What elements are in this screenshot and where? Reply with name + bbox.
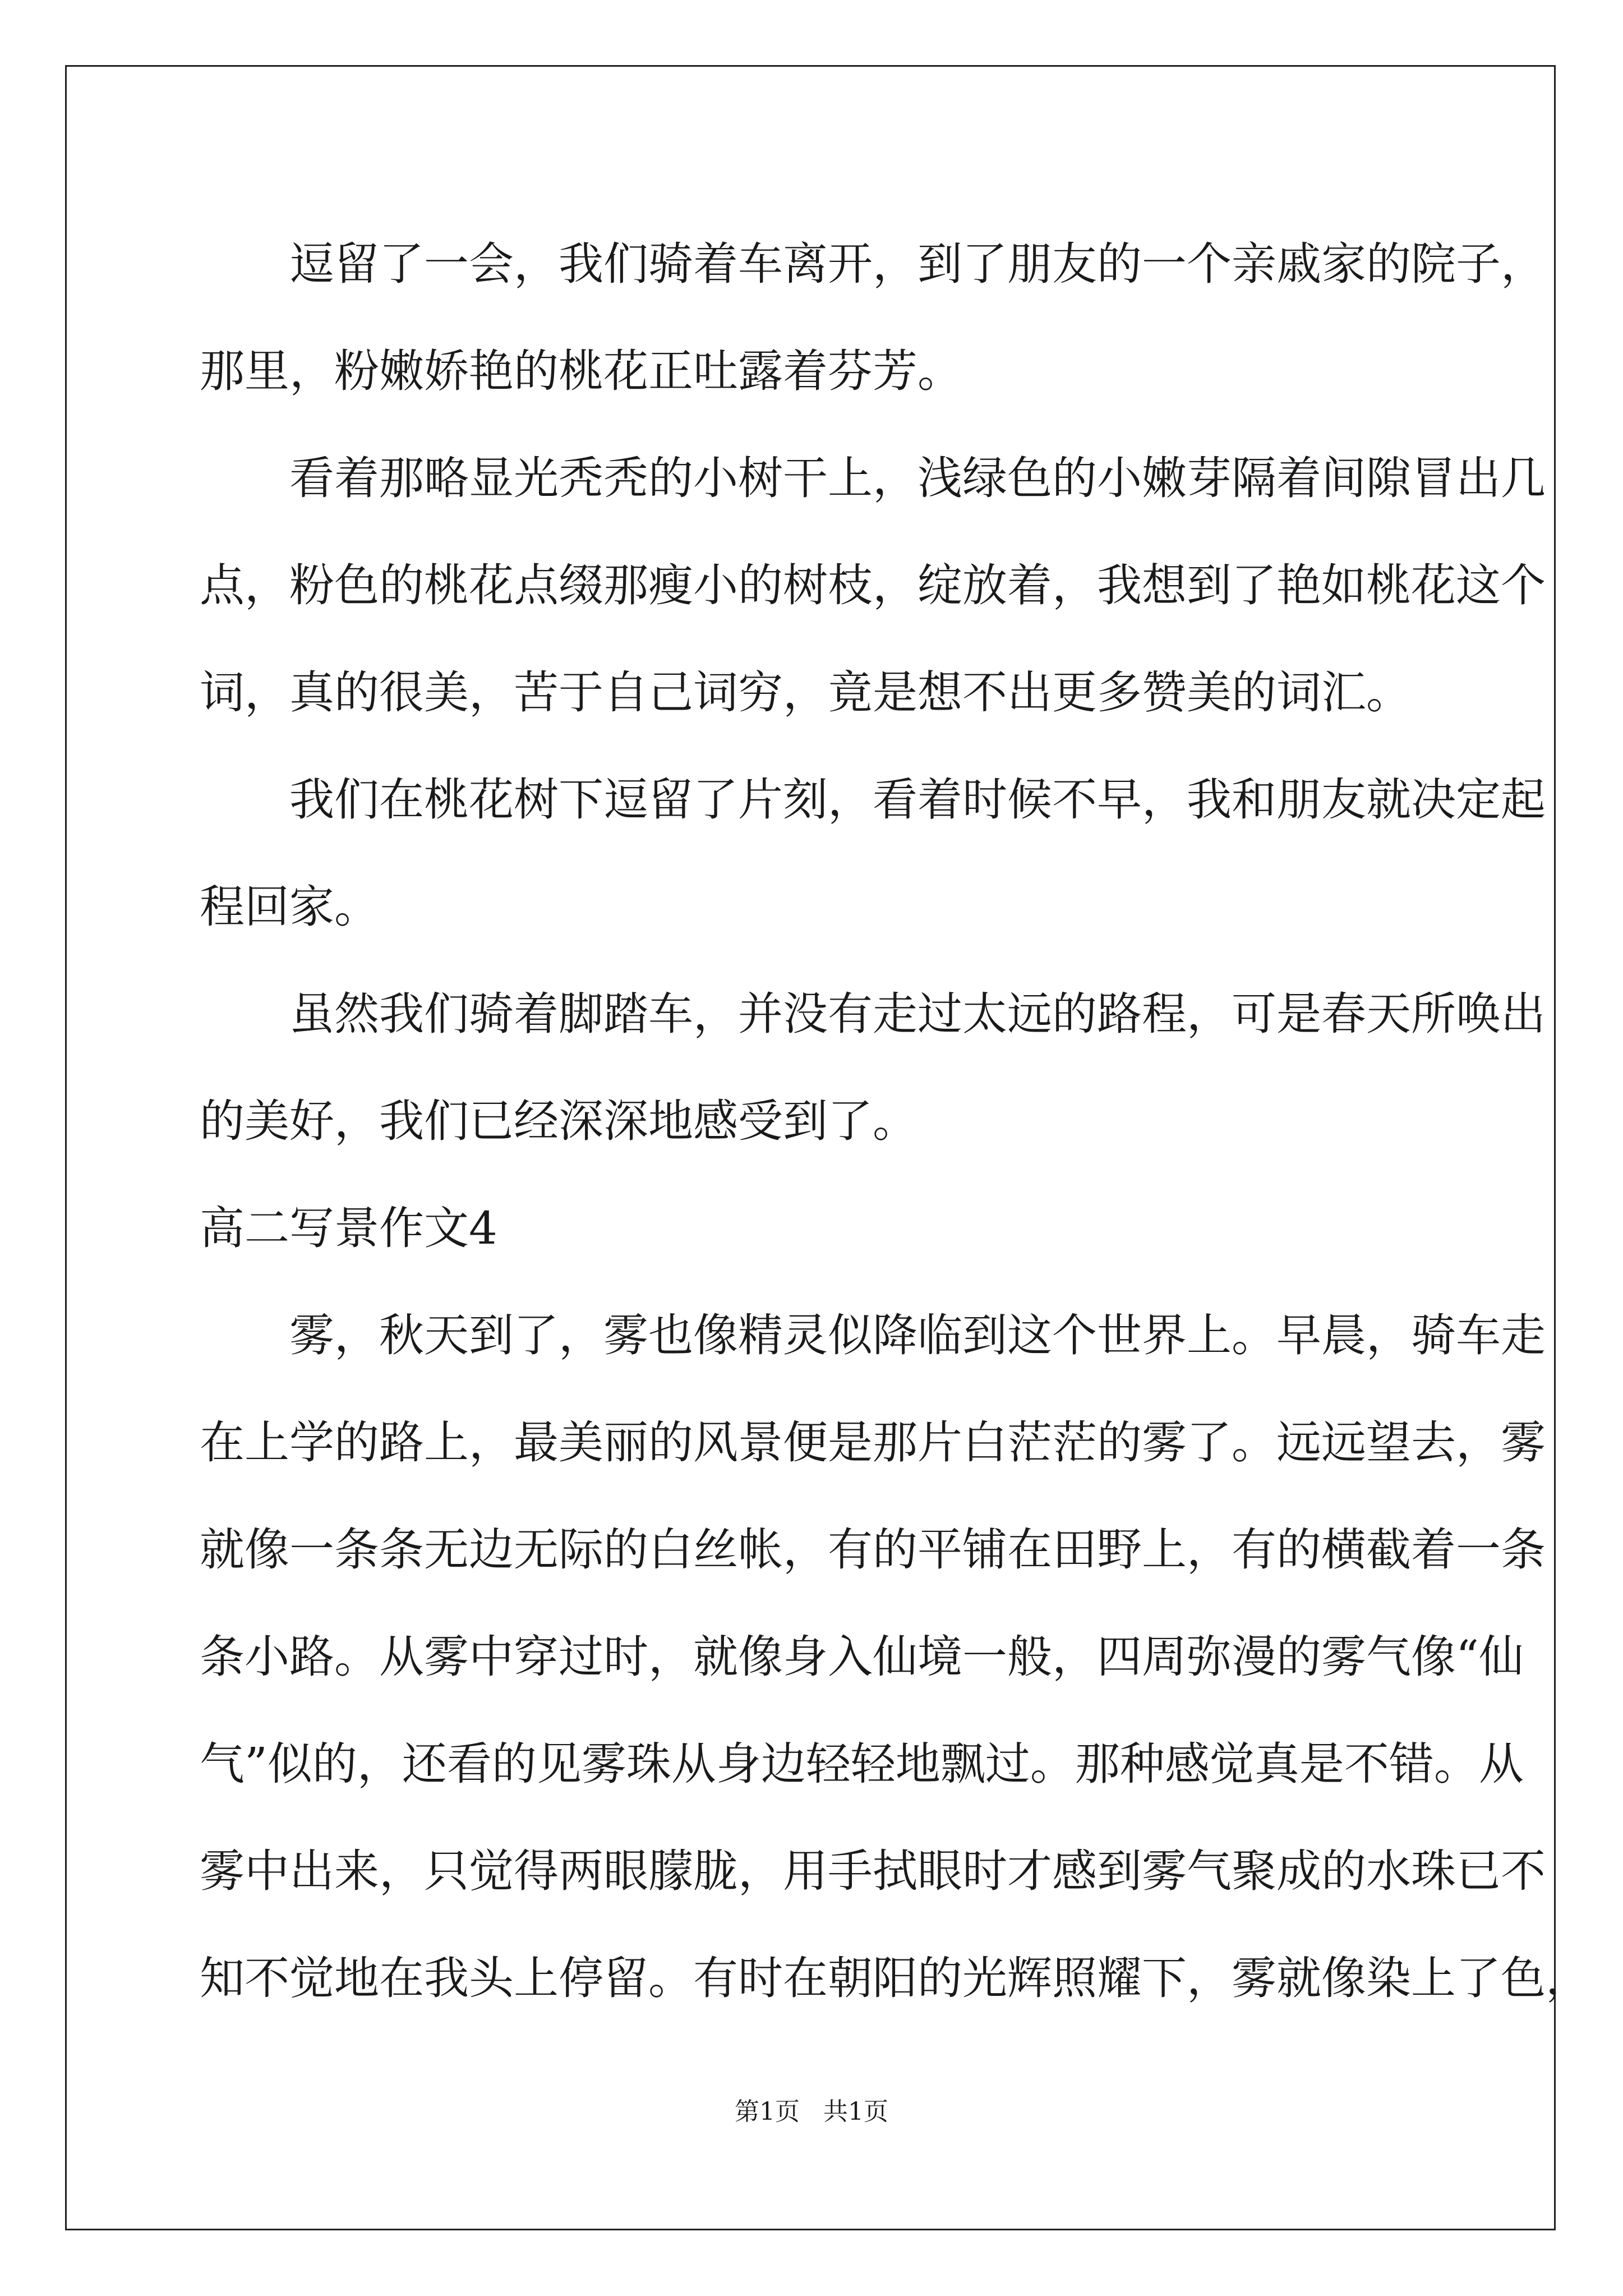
text-line: 虽然我们骑着脚踏车，并没有走过太远的路程，可是春天所唤出 — [289, 988, 1546, 1040]
section-heading: 高二写景作文4 — [200, 1202, 497, 1254]
text-line: 点，粉色的桃花点缀那瘦小的树枝，绽放着，我想到了艳如桃花这个 — [200, 559, 1546, 611]
text-line: 我们在桃花树下逗留了片刻，看着时候不早，我和朋友就决定起 — [289, 774, 1546, 826]
paragraph-3 — [200, 746, 1546, 960]
text-line: 雾，秋天到了，雾也像精灵似降临到这个世界上。早晨，骑车走 — [289, 1309, 1546, 1361]
text-line: 条小路。从雾中穿过时，就像身入仙境一般，四周弥漫的雾气像“仙 — [200, 1631, 1524, 1683]
document-body — [200, 210, 1590, 2032]
text-line: 词，真的很美，苦于自己词穷，竟是想不出更多赞美的词汇。 — [200, 666, 1411, 719]
text-line: 雾中出来，只觉得两眼朦胧，用手拭眼时才感到雾气聚成的水珠已不 — [200, 1845, 1546, 1897]
text-line: 知不觉地在我头上停留。有时在朝阳的光辉照耀下，雾就像染上了色， — [200, 1952, 1590, 2004]
text-line: 在上学的路上，最美丽的风景便是那片白茫茫的雾了。远远望去，雾 — [200, 1416, 1546, 1469]
paragraph-4 — [200, 960, 1546, 1175]
paragraph-5 — [200, 1282, 1590, 2032]
page-footer: 第1页 共1页 — [735, 2097, 888, 2126]
text-line: 那里，粉嫩娇艳的桃花正吐露着芬芳。 — [200, 345, 962, 397]
text-line: 气”似的，还看的见雾珠从身边轻轻地飘过。那种感觉真是不错。从 — [200, 1738, 1524, 1790]
text-line: 程回家。 — [200, 881, 379, 933]
text-line: 就像一条条无边无际的白丝帐，有的平铺在田野上，有的横截着一条 — [200, 1524, 1546, 1576]
text-line: 逗留了一会，我们骑着车离开，到了朋友的一个亲戚家的院子， — [289, 238, 1546, 290]
paragraph-1 — [200, 210, 1546, 425]
text-line: 的美好，我们已经深深地感受到了。 — [200, 1095, 917, 1147]
paragraph-2 — [200, 425, 1546, 746]
text-line: 看着那略显光秃秃的小树干上，浅绿色的小嫩芽隔着间隙冒出几 — [289, 452, 1546, 504]
